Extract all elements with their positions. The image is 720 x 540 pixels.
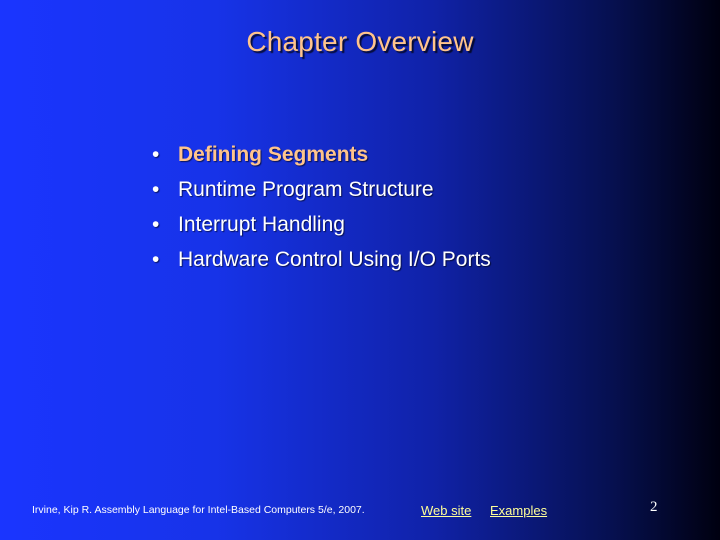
bullet-item-hardware-control xyxy=(152,248,491,283)
examples-link[interactable]: Examples xyxy=(490,503,548,518)
bullet-label: Runtime Program Structure xyxy=(178,178,434,201)
bullet-icon: • xyxy=(152,248,160,271)
bullet-icon: • xyxy=(152,178,160,201)
bullet-icon: • xyxy=(152,213,160,236)
bullet-icon: • xyxy=(152,143,160,166)
slide-title: Chapter Overview xyxy=(246,26,474,57)
bullet-item-runtime-structure xyxy=(152,178,491,213)
footer-citation: Irvine, Kip R. Assembly Language for Intel-Based Computers 5/e, 2007. xyxy=(32,504,365,516)
bullet-list xyxy=(152,143,491,283)
bullet-label: Interrupt Handling xyxy=(178,213,345,236)
page-number: 2 xyxy=(650,499,658,515)
bullet-label: Defining Segments xyxy=(178,143,369,166)
bullet-item-defining-segments[interactable] xyxy=(152,143,491,178)
bullet-label: Hardware Control Using I/O Ports xyxy=(178,248,491,271)
bullet-item-interrupt-handling xyxy=(152,213,491,248)
web-site-link[interactable]: Web site xyxy=(421,503,472,518)
